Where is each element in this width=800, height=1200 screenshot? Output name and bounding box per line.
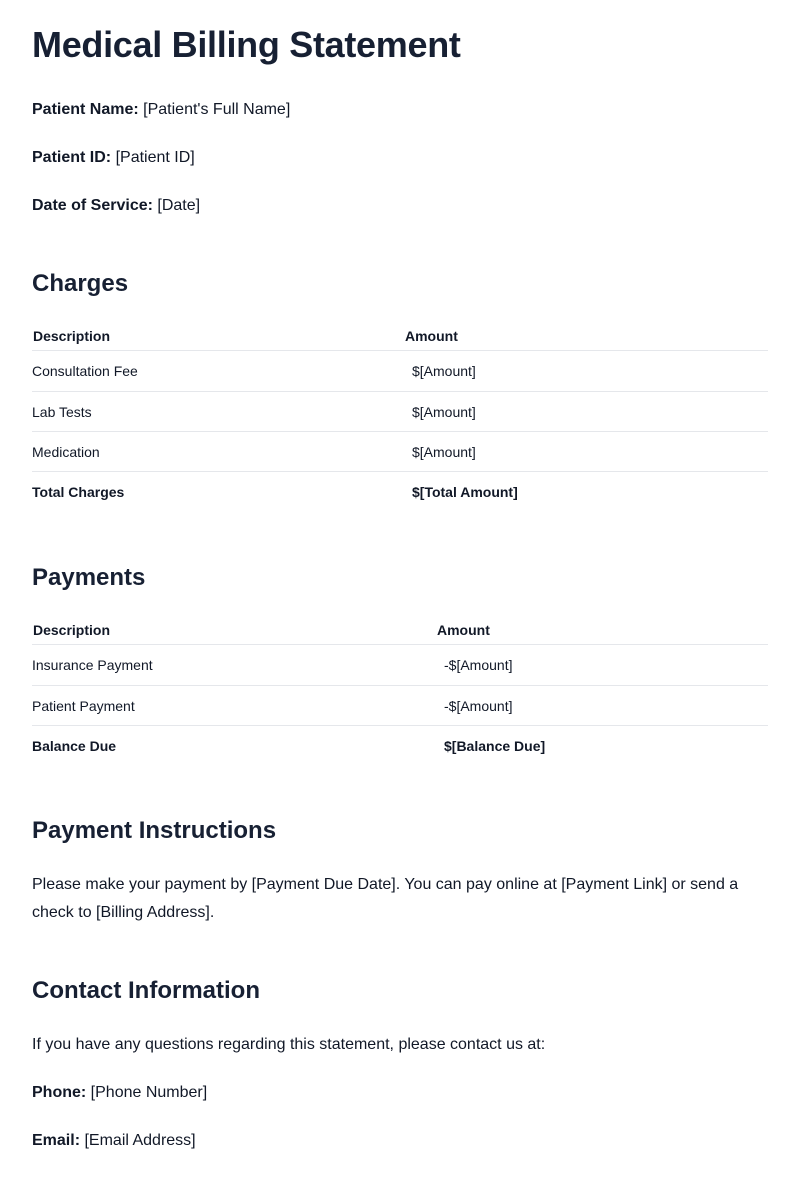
contact-heading: Contact Information: [32, 977, 260, 1004]
table-row: [32, 351, 768, 391]
patient-id-label: Patient ID:: [32, 149, 112, 166]
payment-description: Insurance Payment: [32, 657, 153, 673]
charge-description: Medication: [32, 444, 100, 460]
date-of-service-value: [Date]: [157, 197, 201, 214]
patient-id-value: [Patient ID]: [115, 149, 195, 166]
patient-id-line: [32, 146, 195, 170]
charges-header-row: [32, 323, 768, 351]
contact-intro: If you have any questions regarding this statement, please contact us at:: [32, 1036, 546, 1053]
charges-col-description: Description: [33, 328, 111, 344]
charge-amount: $[Amount]: [412, 363, 476, 379]
table-row: [32, 431, 768, 471]
date-of-service-line: [32, 194, 200, 218]
charge-description: Lab Tests: [32, 404, 92, 420]
charge-amount: $[Amount]: [412, 444, 476, 460]
patient-name-value: [Patient's Full Name]: [143, 101, 291, 118]
payments-heading: Payments: [32, 564, 146, 591]
table-row: [32, 685, 768, 725]
charges-heading: Charges: [32, 270, 129, 297]
charge-amount: $[Amount]: [412, 404, 476, 420]
balance-due-label: Balance Due: [32, 738, 117, 754]
balance-due-amount: $[Balance Due]: [444, 738, 546, 754]
table-row: [32, 645, 768, 685]
patient-name-label: Patient Name:: [32, 101, 139, 118]
payment-instructions-heading: Payment Instructions: [32, 817, 277, 844]
payment-amount: -$[Amount]: [444, 698, 513, 714]
charges-table: [32, 323, 768, 511]
email-label: Email:: [32, 1132, 81, 1149]
payments-col-amount: Amount: [437, 622, 490, 638]
charges-total-row: [32, 471, 768, 511]
charge-description: Consultation Fee: [32, 363, 138, 379]
total-charges-amount: $[Total Amount]: [412, 484, 518, 500]
phone-value: [Phone Number]: [90, 1084, 208, 1101]
payments-col-description: Description: [33, 622, 111, 638]
total-charges-label: Total Charges: [32, 484, 125, 500]
date-of-service-label: Date of Service:: [32, 197, 153, 214]
table-row: [32, 391, 768, 431]
payment-instructions-text: Please make your payment by [Payment Due Date]. You can pay online at [Payment Link] or send a check to [Billing Address].: [32, 876, 739, 921]
payment-description: Patient Payment: [32, 698, 135, 714]
payments-header-row: [32, 617, 768, 645]
contact-phone-line: [32, 1081, 207, 1105]
contact-email-line: [32, 1129, 196, 1153]
patient-name-line: [32, 98, 290, 122]
page-title: Medical Billing Statement: [32, 24, 461, 65]
payments-table: [32, 617, 768, 765]
payment-amount: -$[Amount]: [444, 657, 513, 673]
email-value: [Email Address]: [84, 1132, 196, 1149]
balance-due-row: [32, 725, 768, 765]
phone-label: Phone:: [32, 1084, 87, 1101]
charges-col-amount: Amount: [405, 328, 458, 344]
